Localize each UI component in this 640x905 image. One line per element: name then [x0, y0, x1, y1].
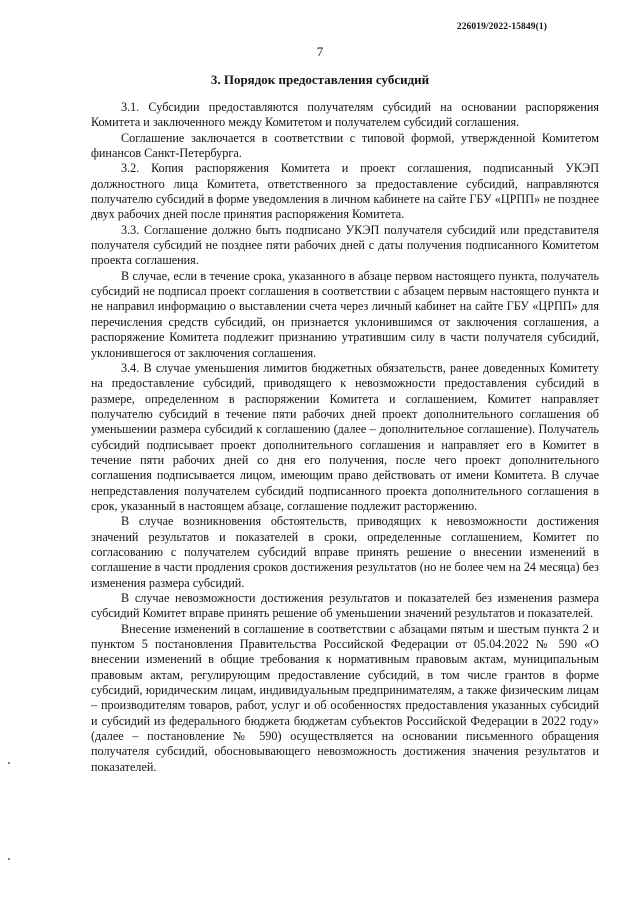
paragraph-agreement-form: Соглашение заключается в соответствии с типовой формой, утвержденной Комитетом финансов Санкт-Петербурга. [91, 130, 599, 161]
page-number: 7 [316, 44, 324, 59]
paragraph-amendments: Внесение изменений в соглашение в соответствии с абзацами пятым и шестым пункта 2 и пунктом 5 постановления Правительства Российской Федерации от 05.04.2022 № 590 «О внесении изменений в общие требования к нормативным правовым актам, муниципальным правовым актам, регулирующим предоставление субсидий, в том числе грантов в форме субсидий, юридическим лицам, индивидуальным предпринимателям, а также физическим лицам – производителям товаров, работ, услуг и об особенностях предоставления указанных субсидий и субсидий из федерального бюджета бюджетам субъектов Российской Федерации в 2022 году» (далее – постановление № 590) осуществляется на основании письменного обращения получателя субсидий, обосновывающего невозможность достижения значения результатов и показателей. [91, 621, 599, 774]
paragraph-3-2: 3.2. Копия распоряжения Комитета и проект соглашения, подписанный УКЭП должностного лица Комитета, ответственного за предоставление субсидий, направляются получателю субсидий в форме уведомления в личном кабинете на сайте ГБУ «ЦРПП» не позднее двух рабочих дней после принятия распоряжения Комитета. [91, 161, 599, 222]
paragraph-3-1: 3.1. Субсидии предоставляются получателям субсидий на основании распоряжения Комитета и заключенного между Комитетом и получателем субсидий соглашения. [91, 100, 599, 130]
paragraph-circumstances: В случае возникновения обстоятельств, приводящих к невозможности достижения значений результатов и показателей в сроки, определенные соглашением, Комитет по согласованию с получателем субсидий вправе принять решение о внесении изменений в соглашение в части продления сроков достижения результатов (но не более чем на 24 месяца) без изменения размера субсидий. [91, 514, 599, 590]
scan-speck [8, 762, 10, 764]
paragraph-3-4: 3.4. В случае уменьшения лимитов бюджетных обязательств, ранее доведенных Комитету на предоставление субсидий, приводящего к невозможности предоставления субсидий в размере, определенном в распоряжении Комитета и соглашением, Комитет направляет получателю субсидий в течение пяти рабочих дней проект дополнительного соглашения об уменьшении размера субсидий к соглашению (далее – дополнительное соглашение). Получатель субсидий подписывает проект дополнительного соглашения и направляет его в Комитет в течение пяти рабочих дней со дня его получения, после чего проект дополнительного соглашения подписывается лицом, имеющим право действовать от имени Комитета. В случае непредставления получателем субсидий подписанного проекта дополнительного соглашения в срок, указанный в настоящем абзаце, соглашение подлежит расторжению. [91, 360, 599, 513]
scan-speck [8, 858, 10, 860]
paragraph-3-3: 3.3. Соглашение должно быть подписано УКЭП получателя субсидий или представителя получателя субсидий не позднее пяти рабочих дней с даты получения подписанного Комитетом проекта соглашения. [91, 222, 599, 268]
document-id: 226019/2022-15849(1) [456, 22, 547, 32]
paragraph-impossibility: В случае невозможности достижения результатов и показателей без изменения размера субсидий Комитет вправе принять решение об уменьшении значений результатов и показателей. [91, 591, 599, 621]
document-body [91, 100, 599, 775]
paragraph-evasion: В случае, если в течение срока, указанного в абзаце первом настоящего пункта, получатель субсидий не подписал проект соглашения в соответствии с абзацем первым настоящего пункта и не направил информацию о выставлении счета через личный кабинет на сайте ГБУ «ЦРПП» для перечисления средств субсидий, он признается уклонившимся от заключения соглашения, а распоряжение Комитета подлежит признанию утратившим силу в части получателя субсидий, уклонившегося от заключения соглашения. [91, 268, 599, 360]
section-title: 3. Порядок предоставления субсидий [210, 72, 430, 87]
